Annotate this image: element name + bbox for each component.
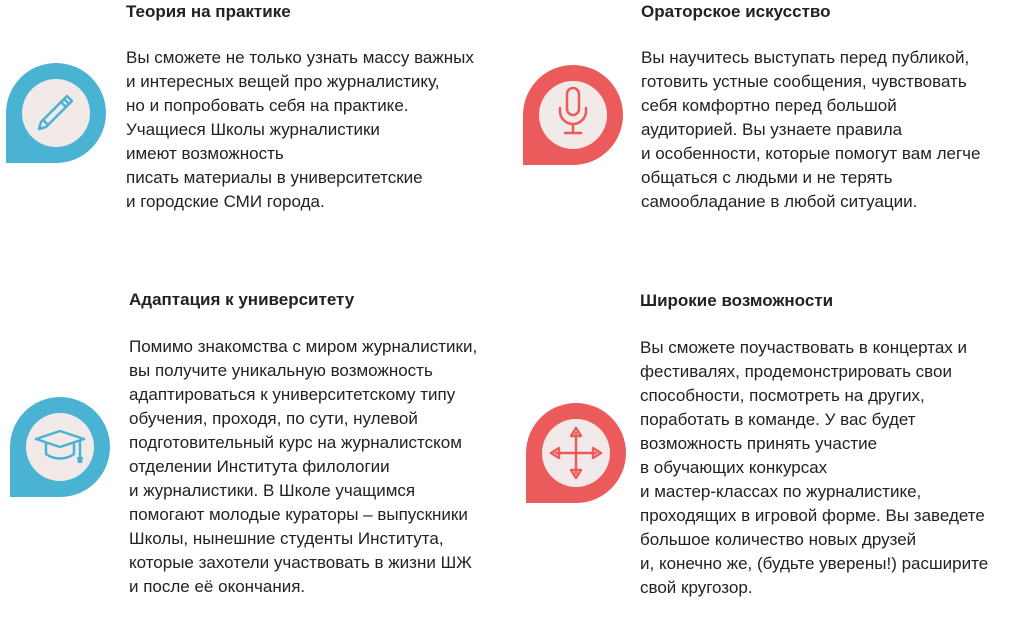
description-line: в обучающих конкурсах <box>640 458 828 477</box>
description-line: готовить устные сообщения, чувствовать <box>641 72 967 91</box>
feature-title: Теория на практике <box>126 2 291 21</box>
description-line: которые захотели участвовать в жизни ШЖ <box>129 553 472 572</box>
feature-title: Ораторское искусство <box>641 2 831 21</box>
description-line: Вы научитесь выступать перед публикой, <box>641 48 970 67</box>
feature-description <box>129 335 477 599</box>
description-line: обучения, проходя, по сути, нулевой <box>129 409 418 428</box>
pencil-icon <box>6 63 106 163</box>
description-line: самообладание в любой ситуации. <box>641 192 918 211</box>
description-line: подготовительный курс на журналистском <box>129 433 462 452</box>
description-line: возможность принять участие <box>640 434 878 453</box>
description-line: но и попробовать себя на практике. <box>126 96 409 115</box>
description-line: имеют возможность <box>126 144 284 163</box>
description-line: Вы сможете не только узнать массу важных <box>126 48 474 67</box>
feature-icon-badge <box>526 403 626 503</box>
feature-description <box>126 46 474 214</box>
description-line: писать материалы в университетские <box>126 168 423 187</box>
feature-icon-badge <box>6 63 106 163</box>
description-line: Учащиеся Школы журналистики <box>126 120 380 139</box>
description-line: Вы сможете поучаствовать в концертах и <box>640 338 967 357</box>
feature-description <box>640 336 988 600</box>
feature-icon-badge <box>10 397 110 497</box>
description-line: и интересных вещей про журналистику, <box>126 72 440 91</box>
description-line: и журналистики. В Школе учащимся <box>129 481 416 500</box>
description-line: и, конечно же, (будьте уверены!) расширите <box>640 554 989 573</box>
description-line: и после её окончания. <box>129 577 306 596</box>
description-line: аудиторией. Вы узнаете правила <box>641 120 903 139</box>
feature-title: Адаптация к университету <box>129 290 355 309</box>
description-line: большое количество новых друзей <box>640 530 917 549</box>
feature-icon-badge <box>523 65 623 165</box>
microphone-icon <box>523 65 623 165</box>
description-line: способности, посмотреть на других, <box>640 386 925 405</box>
description-line: себя комфортно перед большой <box>641 96 897 115</box>
description-line: свой кругозор. <box>640 578 753 597</box>
description-line: отделении Института филологии <box>129 457 390 476</box>
description-line: общаться с людьми и не терять <box>641 168 893 187</box>
feature-description <box>641 46 981 214</box>
description-line: и особенности, которые помогут вам легче <box>641 144 981 163</box>
graduation-cap-icon <box>10 397 110 497</box>
four-arrows-icon <box>526 403 626 503</box>
description-line: вы получите уникальную возможность <box>129 361 433 380</box>
description-line: поработать в команде. У вас будет <box>640 410 916 429</box>
description-line: адаптироваться к университетскому типу <box>129 385 456 404</box>
description-line: помогают молодые кураторы – выпускники <box>129 505 468 524</box>
description-line: Помимо знакомства с миром журналистики, <box>129 337 478 356</box>
feature-title: Широкие возможности <box>640 291 834 310</box>
description-line: Школы, нынешние студенты Института, <box>129 529 444 548</box>
description-line: проходящих в игровой форме. Вы заведете <box>640 506 985 525</box>
description-line: и городские СМИ города. <box>126 192 325 211</box>
description-line: фестивалях, продемонстрировать свои <box>640 362 952 381</box>
description-line: и мастер-классах по журналистике, <box>640 482 922 501</box>
